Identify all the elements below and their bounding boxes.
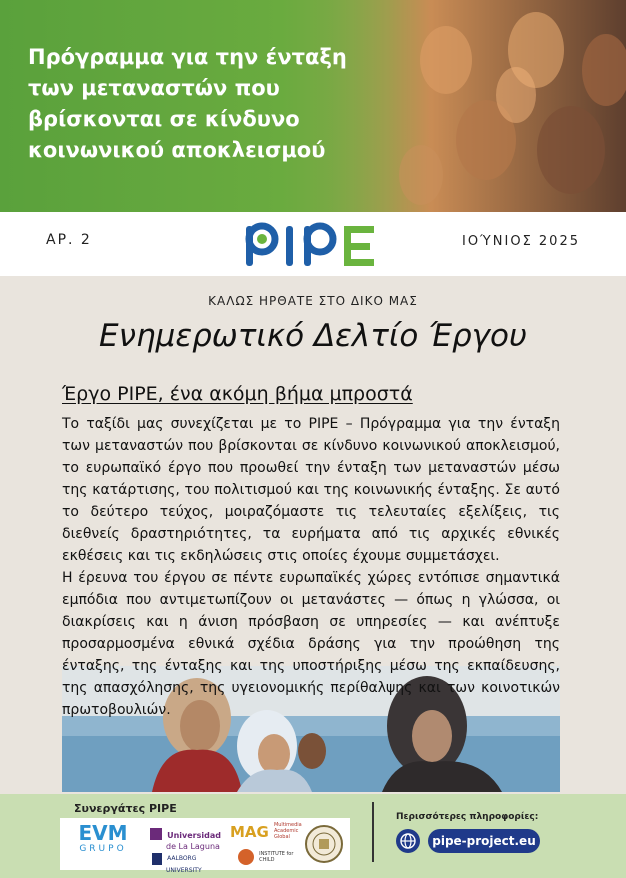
laguna-mark-icon xyxy=(150,828,162,840)
aalborg-logo xyxy=(152,848,202,874)
banner-title: Πρόγραμμα για την ένταξη των μεταναστών που βρίσκονται σε κίνδυνο κοινωνικού αποκλεισμού xyxy=(28,45,347,162)
laguna-logo xyxy=(150,823,221,851)
pipe-logo xyxy=(244,220,380,270)
mag-text: MAG xyxy=(230,823,269,841)
evm-logo xyxy=(68,822,138,854)
laguna-text-2: de La Laguna xyxy=(166,842,220,851)
evm-logo-text: EVM xyxy=(78,821,128,845)
institute-text: INSTITUTE for CHILD xyxy=(259,850,294,863)
partner-logos xyxy=(60,818,350,874)
aalborg-text-2: UNIVERSITY xyxy=(166,867,202,874)
website-link-button[interactable]: pipe-project.eu xyxy=(428,829,540,853)
university-seal-icon xyxy=(304,824,344,864)
aalborg-text-1: AALBORG xyxy=(167,855,197,862)
mag-logo xyxy=(230,822,312,841)
footer-divider xyxy=(372,802,374,862)
article-body xyxy=(62,413,560,721)
evm-logo-subtext: GRUPO xyxy=(79,844,127,854)
top-banner xyxy=(0,0,626,212)
paragraph: Το ταξίδι μας συνεχίζεται με το PIPE – Πρόγραμμα για την ένταξη των μεταναστών που βρίσκονται σε κίνδυνο κοινωνικού αποκλεισμού, το ευρωπαϊκό έργο που προωθεί την ένταξη των μεταναστών μέσω της κατάρτισης, του πολιτισμού και της κοινωνικής ένταξης. Σε αυτό το δεύτερο τεύχος, μοιραζόμαστε τις τελευταίες εξελίξεις, τις διεθνείς δραστηριότητες, τα ευρήματα από τις αρχικές εθνικές εκθέσεις και τις εκδηλώσεις στις οποίες έχουμε συμμετάσχει. xyxy=(62,416,560,564)
partners-label: Συνεργάτες PIPE xyxy=(74,802,177,815)
pipe-logo-icon xyxy=(244,220,380,270)
issue-number: ΑΡ. 2 xyxy=(46,232,92,248)
paragraph: Η έρευνα του έργου σε πέντε ευρωπαϊκές χώρες εντόπισε σημαντικά εμπόδια που αντιμετωπίζουν οι μετανάστες — όπως η γλώσσα, οι διακρίσεις και η άνιση πρόσβαση σε υπηρεσίες — και ανέπτυξε προσαρμοσμένα εθνικά σχέδια δράσης για την προώθηση της ένταξης, της ένταξης και της υποστήριξης μέσω της εκπαίδευσης, της απασχόλησης, της υγειονομικής περίθαλψης και των κοινοτικών πρωτοβουλιών. xyxy=(62,570,560,718)
institute-logo xyxy=(238,846,299,865)
aalborg-mark-icon xyxy=(152,853,162,865)
laguna-text-1: Universidad xyxy=(167,831,221,840)
issue-date: ΙΟΎΝΙΟΣ 2025 xyxy=(461,234,580,249)
institute-mark-icon xyxy=(238,849,254,865)
globe-icon[interactable] xyxy=(396,829,420,853)
main-title: Ενημερωτικό Δελτίο Έργου xyxy=(99,318,527,354)
welcome-text: ΚΑΛΩΣ ΗΡΘΑΤΕ ΣΤΟ ΔΙΚΟ ΜΑΣ xyxy=(208,294,418,308)
more-info-label: Περισσότερες πληροφορίες: xyxy=(396,812,539,822)
mag-subtext: Multimedia Academic Global xyxy=(273,822,302,840)
section-heading: Έργο PIPE, ένα ακόμη βήμα μπροστά xyxy=(62,383,413,405)
